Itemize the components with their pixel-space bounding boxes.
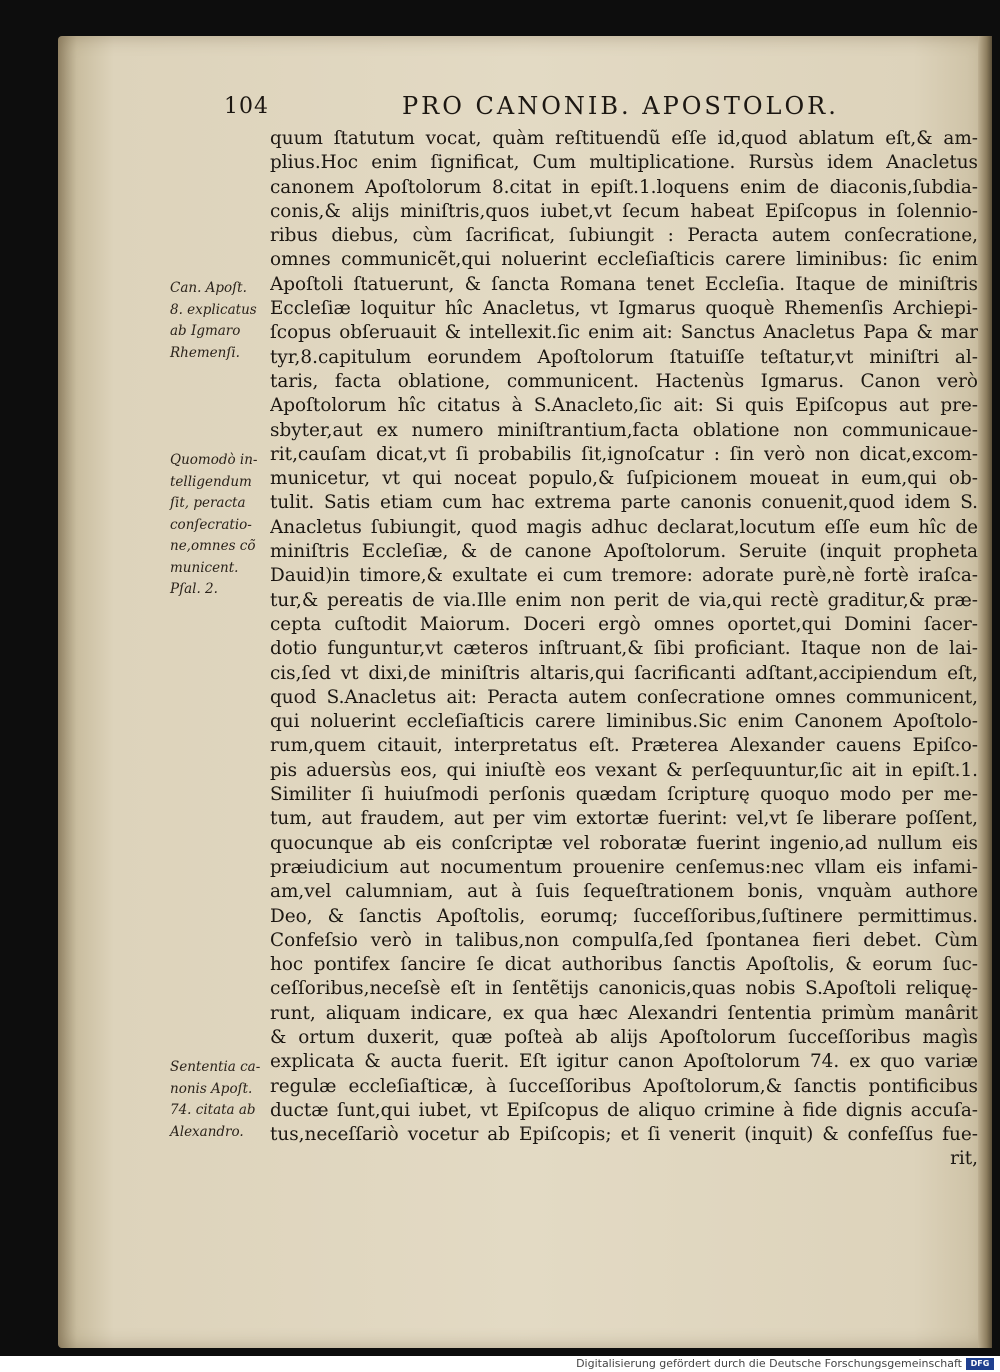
text-line: ſcopus obſeruauit & intellexit.ſic enim ait: Sanctus Anacletus Papa & mar bbox=[270, 322, 978, 344]
text-line: Similiter ſi huiuſmodi perſonis quædam ſcripturę quoquo modo per me- bbox=[270, 784, 978, 806]
marginal-note-canon-8 bbox=[170, 278, 270, 364]
marginal-line: Rhemenſi. bbox=[170, 344, 240, 361]
running-head: PRO CANONIB. APOSTOLOR. bbox=[402, 92, 839, 120]
page-edge bbox=[978, 36, 992, 1348]
marginal-line: Alexandro. bbox=[170, 1123, 244, 1140]
text-line: Deo, & ſanctis Apoſtolis, eorumq; ſucceſſoribus,ſuſtinere permittimus. bbox=[270, 905, 978, 927]
text-line: am,vel calumniam, aut à ſuis ſequeſtrationem bonis, vnquàm authore bbox=[270, 881, 978, 903]
text-line: municetur, vt qui noceat populo,& ſuſpicionem moueat in eum,qui ob- bbox=[270, 468, 978, 490]
text-line: conis,& alijs miniſtris,quos iubet,vt ſecum habeat Epiſcopus in ſolennio- bbox=[270, 200, 978, 222]
marginal-line: ab Igmaro bbox=[170, 323, 241, 339]
marginal-note-communicent bbox=[170, 450, 270, 601]
text-line: Confeſsio verò in talibus,non compulſa,ſed ſpontanea fieri debet. Cùm bbox=[270, 929, 978, 951]
marginal-line: nonis Apoſt. bbox=[170, 1080, 253, 1097]
text-line: Dauid)in timore,& exultate ei cum tremore: adorate purè,nè fortè iraſca- bbox=[270, 565, 978, 587]
text-line: rit,cauſam dicat,vt ſi probabilis ſit,ignoſcatur : ſin verò non dicat,excom- bbox=[270, 443, 978, 465]
marginal-line: municent. bbox=[170, 559, 239, 576]
footer-bar bbox=[0, 1356, 1000, 1372]
marginal-line: telligendum bbox=[170, 473, 252, 490]
text-line: præiudicium aut nocumentum prouenire cenſemus:nec vllam eis infami- bbox=[270, 856, 978, 878]
text-line: qui noluerint eccleſiaſticis carere liminibus.Sic enim Canonem Apoſtolo- bbox=[270, 711, 978, 733]
text-line: ceſſoribus,neceſsè eſt in ſentẽtijs canonicis,quas nobis S.Apoſtoli reliquę- bbox=[270, 978, 978, 1000]
text-line: ribus diebus, cùm ſacrificat, ſubiungit : Peracta autem conſecratione, bbox=[270, 225, 978, 247]
text-line: rit, bbox=[950, 1148, 978, 1170]
text-line: explicata & aucta fuerit. Eſt igitur canon Apoſtolorum 74. ex quo variæ bbox=[270, 1051, 978, 1073]
text-line: Apoſtoli ſtatuerunt, & ſancta Romana tenet Eccleſia. Itaque de miniſtris bbox=[270, 273, 978, 295]
marginal-line: 8. explicatus bbox=[170, 301, 257, 318]
text-line: Anacletus ſubiungit, quod magis adhuc declarat,locutum eſſe eum hîc de bbox=[270, 516, 978, 538]
marginal-line: 74. citata ab bbox=[170, 1102, 256, 1118]
text-line: dotio funguntur,vt cæteros inſtruant,& ſibi proficiant. Itaque non de lai- bbox=[270, 638, 978, 660]
text-line: tur,& pereatis de via.Ille enim non perit de via,qui rectè graditur,& præ- bbox=[270, 589, 978, 611]
text-line: tum, aut fraudem, aut per vim extortæ fuerint: vel,vt ſe liberare poſſent, bbox=[270, 808, 978, 830]
text-line: rum,quem citauit, interpretatus eſt. Præterea Alexander cauens Epiſco- bbox=[270, 735, 978, 757]
marginal-line: Sententia ca- bbox=[170, 1059, 261, 1075]
text-line: & ortum duxerit, quæ poſteà ab alijs Apoſtolorum ſucceſſoribus magìs bbox=[270, 1026, 978, 1048]
marginal-line: Quomodò in- bbox=[170, 452, 258, 468]
text-line: cis,ſed vt dixi,de miniſtris altaris,qui ſacrificanti adſtant,accipiendum eſt, bbox=[270, 662, 978, 684]
text-line: sbyter,aut ex numero miniſtrantium,facta oblatione non communicaue- bbox=[270, 419, 978, 441]
page-number: 104 bbox=[224, 94, 269, 119]
text-line: taris, facta oblatione, communicent. Hactenùs Igmarus. Canon verò bbox=[270, 370, 978, 392]
text-line: cepta cuſtodit Maiorum. Doceri ergò omnes oportet,qui Domini ſacer- bbox=[270, 613, 978, 635]
text-line: quum ſtatutum vocat, quàm reſtituendũ eſſe id,quod ablatum eſt,& am- bbox=[270, 128, 978, 149]
marginal-line: ſit, peracta bbox=[170, 495, 246, 511]
text-line: runt, aliquam indicare, ex qua hæc Alexandri ſententia primùm manârit bbox=[270, 1002, 978, 1024]
text-line: hoc pontifex ſancire ſe dicat authoribus ſanctis Apoſtolis, & eorum ſuc- bbox=[270, 954, 978, 976]
marginal-note-canon-74 bbox=[170, 1057, 270, 1143]
page-header bbox=[224, 94, 964, 128]
marginal-line: Pſal. 2. bbox=[170, 581, 218, 597]
text-line: tus,neceſſariò vocetur ab Epiſcopis; et ſi venerit (inquit) & confeſſus fue- bbox=[270, 1124, 978, 1146]
footer-credit: Digitalisierung gefördert durch die Deutsche Forschungsgemeinschaft bbox=[576, 1357, 962, 1370]
marginal-line: conſecratio- bbox=[170, 516, 252, 533]
text-line: pis aduersùs eos, qui iniuſtè eos vexant & perſequuntur,ſic ait in epiſt.1. bbox=[270, 759, 978, 781]
text-line: quod S.Anacletus ait: Peracta autem conſecratione omnes communicent, bbox=[270, 686, 978, 708]
text-line: tyr,8.capitulum eorundem Apoſtolorum ſtatuiſſe teſtatur,vt miniſtri al- bbox=[270, 346, 978, 368]
text-line: canonem Apoſtolorum 8.citat in epiſt.1.loquens enim de diaconis,ſubdia- bbox=[270, 176, 978, 198]
marginal-line: ne,omnes cõ bbox=[170, 538, 256, 554]
text-line: Eccleſiæ loquitur hîc Anacletus, vt Igmarus quoquè Rhemenſis Archiepi- bbox=[270, 298, 978, 320]
text-line: miniſtris Eccleſiæ, & de canone Apoſtolorum. Seruite (inquit propheta bbox=[270, 541, 978, 563]
main-text-block bbox=[270, 127, 978, 1172]
text-line: Apoſtolorum hîc citatus à S.Anacleto,ſic ait: Si quis Epiſcopus aut pre- bbox=[270, 395, 978, 417]
text-line: ductæ ſunt,qui iubet, vt Epiſcopus de aliquo crimine à fide dignis accuſa- bbox=[270, 1099, 978, 1121]
text-line: omnes communicẽt,qui noluerint eccleſiaſticis carere liminibus: ſic enim bbox=[270, 249, 978, 271]
text-line: tulit. Satis etiam cum hac extrema parte canonis conuenit,quod idem S. bbox=[270, 492, 978, 514]
dfg-logo: DFG bbox=[966, 1358, 994, 1370]
text-line: quocunque ab eis conſcriptæ vel roboratæ fuerint ingenio,ad nullum eis bbox=[270, 832, 978, 854]
text-line: plius.Hoc enim ſignificat, Cum multiplicatione. Rursùs idem Anacletus bbox=[270, 152, 978, 174]
text-line: regulæ eccleſiaſticæ, à ſucceſſoribus Apoſtolorum,& ſanctis pontificibus bbox=[270, 1075, 978, 1097]
marginal-line: Can. Apoſt. bbox=[170, 280, 247, 296]
